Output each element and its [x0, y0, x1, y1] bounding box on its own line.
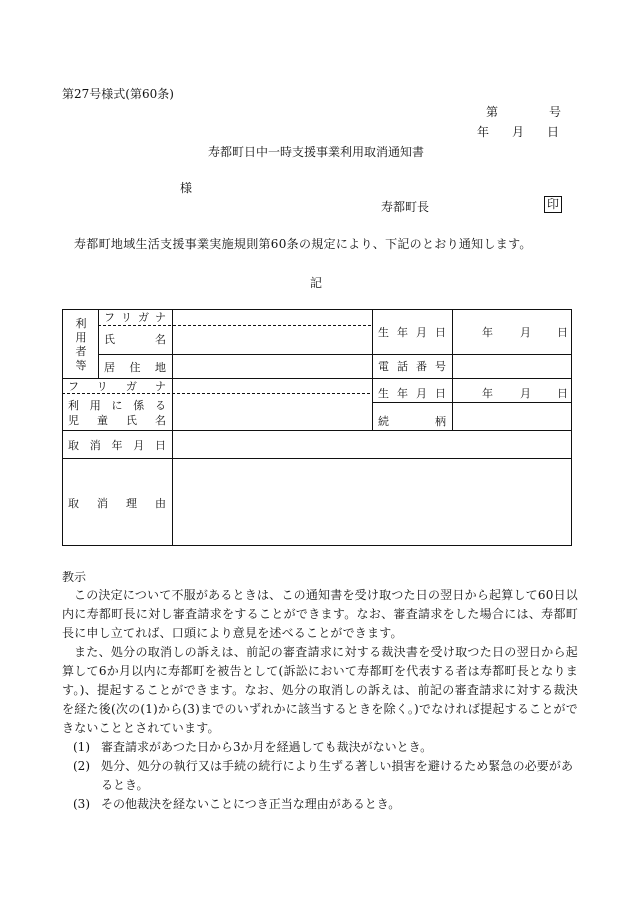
birthdate-label: 生年月日	[378, 326, 446, 339]
body-text: 寿都町地域生活支援事業実施規則第60条の規定により、下記のとおり通知します。	[74, 237, 532, 251]
issuer: 寿都町長	[381, 200, 430, 214]
name-label: 氏 名	[104, 333, 166, 346]
user-birth-day: 日	[557, 326, 568, 339]
date-month: 月	[512, 125, 525, 139]
address-label: 居住地	[104, 361, 166, 374]
document-title: 寿都町日中一時支援事業利用取消通知書	[208, 145, 425, 159]
child-birth-year: 年	[482, 387, 493, 400]
ki-mark: 記	[310, 276, 323, 290]
child-birth-day: 日	[557, 387, 568, 400]
notice-paragraph-1: この決定について不服があるときは、この通知書を受け取つた日の翌日から起算して60日以内に寿都町長に対し審査請求をすることができます。なお、審査請求をした場合には、寿都町長に申し立てれば、口頭により意見を述べることができます。	[62, 588, 578, 640]
furigana-label: フ リ ガ ナ	[104, 311, 166, 324]
child-birth-month: 月	[520, 387, 531, 400]
notice-item-1	[73, 738, 573, 757]
user-birth-month: 月	[520, 326, 531, 339]
cancel-reason-label: 取消理由	[68, 497, 166, 510]
user-group-label: 利用者等	[75, 317, 87, 372]
child-label-line-2: 児童氏名	[68, 414, 166, 427]
notice-item-number: (3)	[73, 797, 90, 811]
notice-item-text: 審査請求があつた日から3か月を経過しても裁決がないとき。	[101, 740, 433, 754]
notice-item-text: 処分、処分の執行又は手続の続行により生ずる著しい損害を避けるため緊急の必要があるとき。	[101, 759, 573, 792]
notice-paragraph-2: また、処分の取消しの訴えは、前記の審査請求に対する裁決書を受け取つた日の翌日から起算して6か月以内に寿都町を被告として(訴訟において寿都町を代表する者は寿都町長となります。)、提起することができます。なお、処分の取消しの訴えは、前記の審査請求に対する裁決を経た後(次の(1)から(3)までのいずれかに該当するときを除く。)でなければ提起することができないこととされています。	[62, 645, 578, 735]
form-table	[62, 309, 572, 546]
number-suffix: 号	[549, 105, 562, 119]
notice-item-2	[73, 757, 573, 795]
notice-item-number: (1)	[73, 740, 90, 754]
child-furigana-label: フリガナ	[68, 380, 166, 393]
date-day: 日	[547, 125, 560, 139]
seal-mark: 印	[544, 196, 562, 213]
notice-item-3	[73, 795, 573, 814]
number-prefix: 第	[486, 105, 499, 119]
child-birthdate-label: 生年月日	[378, 387, 446, 400]
cancel-date-label: 取消年月日	[68, 439, 166, 452]
notice-heading: 教示	[62, 570, 87, 584]
form-number: 第27号様式(第60条)	[62, 87, 174, 101]
notice-item-text: その他裁決を経ないことにつき正当な理由があるとき。	[101, 797, 401, 811]
child-label-line-1: 利用に係る	[68, 399, 166, 412]
date-year: 年	[477, 125, 490, 139]
user-birth-year: 年	[482, 326, 493, 339]
notice-item-number: (2)	[73, 759, 90, 773]
phone-label: 電話番号	[378, 360, 446, 373]
addressee-suffix: 様	[180, 181, 193, 195]
relationship-label: 続柄	[378, 415, 446, 428]
